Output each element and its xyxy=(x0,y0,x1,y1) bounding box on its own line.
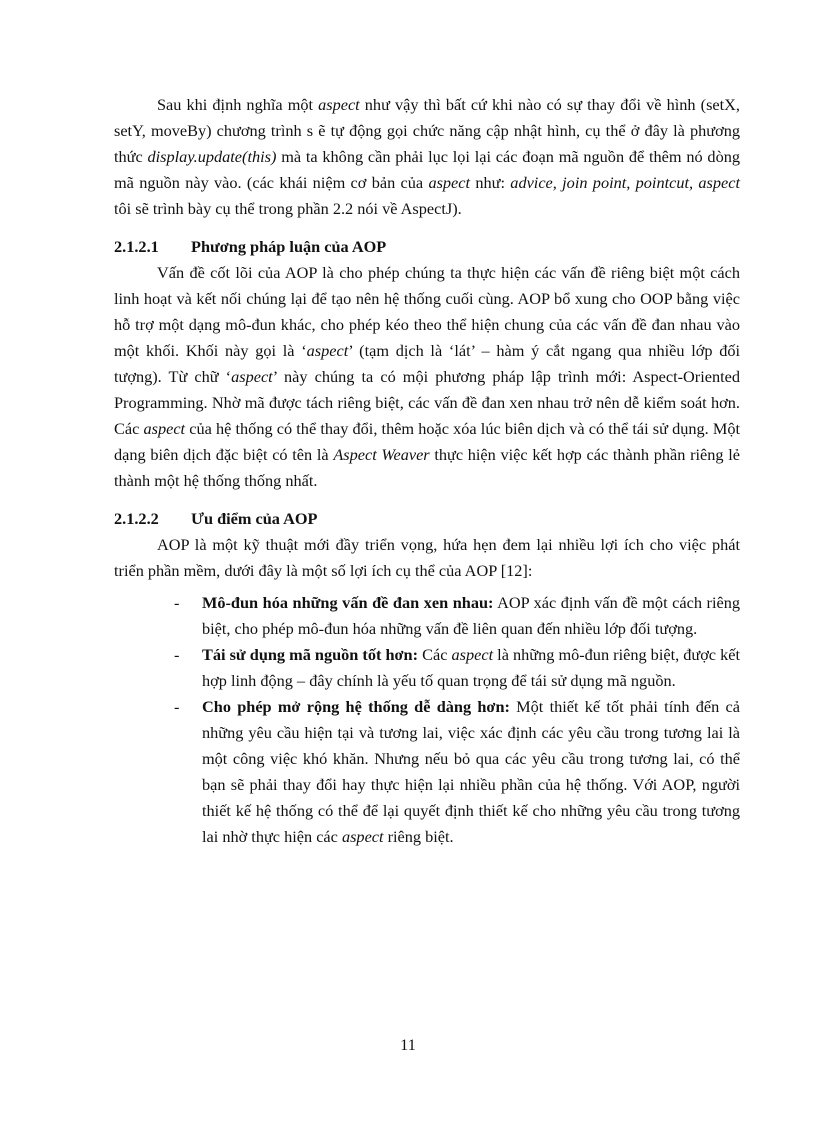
advantages-list xyxy=(114,590,740,850)
document-page xyxy=(114,92,740,850)
section-title: Phương pháp luận của AOP xyxy=(191,237,387,256)
bullet-dash: - xyxy=(174,645,180,664)
methodology-paragraph: Vấn đề cốt lõi của AOP là cho phép chúng ta thực hiện các vấn đề riêng biệt một cách linh hoạt và kết nối chúng lại để tạo nên hệ thống cuối cùng. AOP bổ xung cho OOP bằng việc hỗ trợ một dạng mô-đun khác, cho phép kéo theo thể hiện chung của các vấn đề đan nhau vào một khối. Khối này gọi là ‘aspect’ (tạm dịch là ‘lát’ – hàm ý cắt ngang qua nhiều lớp đối tượng). Từ chữ ‘aspect’ này chúng ta có mội phương pháp lập trình mới: Aspect-Oriented Programming. Nhờ mã được tách riêng biệt, các vấn đề đan xen nhau trở nên dễ kiểm soát hơn. Các aspect của hệ thống có thể thay đổi, thêm hoặc xóa lúc biên dịch và có thể tái sử dụng. Một dạng biên dịch đặc biệt có tên là Aspect Weaver thực hiện việc kết hợp các thành phần riêng lẻ thành một hệ thống thống nhất. xyxy=(114,263,741,490)
section-number: 2.1.2.2 xyxy=(114,509,159,528)
list-item: - Cho phép mở rộng hệ thống dễ dàng hơn: Một thiết kế tốt phải tính đến cả những yêu cầu hiện tại và tương lai, việc xác định các yêu cầu trong tương lai là một công việc khó khăn. Nhưng nếu bỏ qua các yêu cầu trong tương lai, có thể bạn sẽ phải thay đổi hay thực hiện lại nhiều phần của hệ thống. Với AOP, người thiết kế hệ thống có thể để lại quyết định thiết kế cho những yêu cầu trong tương lai nhờ thực hiện các aspect riêng biệt. xyxy=(114,694,740,850)
page-number: 11 xyxy=(400,1035,416,1054)
list-item: - Tái sử dụng mã nguồn tốt hơn: Các aspect là những mô-đun riêng biệt, được kết hợp linh động – đây chính là yếu tố quan trọng để tái sử dụng mã nguồn. xyxy=(114,642,740,694)
section-heading-advantages xyxy=(114,506,740,532)
bullet-dash: - xyxy=(174,697,180,716)
section-heading-methodology xyxy=(114,234,740,260)
intro-paragraph: Sau khi định nghĩa một aspect như vậy thì bất cứ khi nào có sự thay đổi về hình (setX, setY, moveBy) chương trình s ẽ tự động gọi chức năng cập nhật hình, cụ thể ở đây là phương thức display.update(this) mà ta không cần phải lục lọi lại các đoạn mã nguồn để thêm nó dòng mã nguồn này vào. (các khái niệm cơ bản của aspect như: advice, join point, pointcut, aspect tôi sẽ trình bày cụ thể trong phần 2.2 nói về AspectJ). xyxy=(114,95,740,218)
section-title: Ưu điểm của AOP xyxy=(191,509,318,528)
advantages-intro-paragraph: AOP là một kỹ thuật mới đầy triển vọng, hứa hẹn đem lại nhiều lợi ích cho việc phát triển phần mềm, dưới đây là một số lợi ích cụ thể của AOP [12]: xyxy=(114,535,740,580)
section-number: 2.1.2.1 xyxy=(114,237,159,256)
bullet-dash: - xyxy=(174,593,180,612)
list-item: - Mô-đun hóa những vấn đề đan xen nhau: AOP xác định vấn đề một cách riêng biệt, cho phép mô-đun hóa những vấn đề liên quan đến nhiều lớp đối tượng. xyxy=(114,590,740,642)
